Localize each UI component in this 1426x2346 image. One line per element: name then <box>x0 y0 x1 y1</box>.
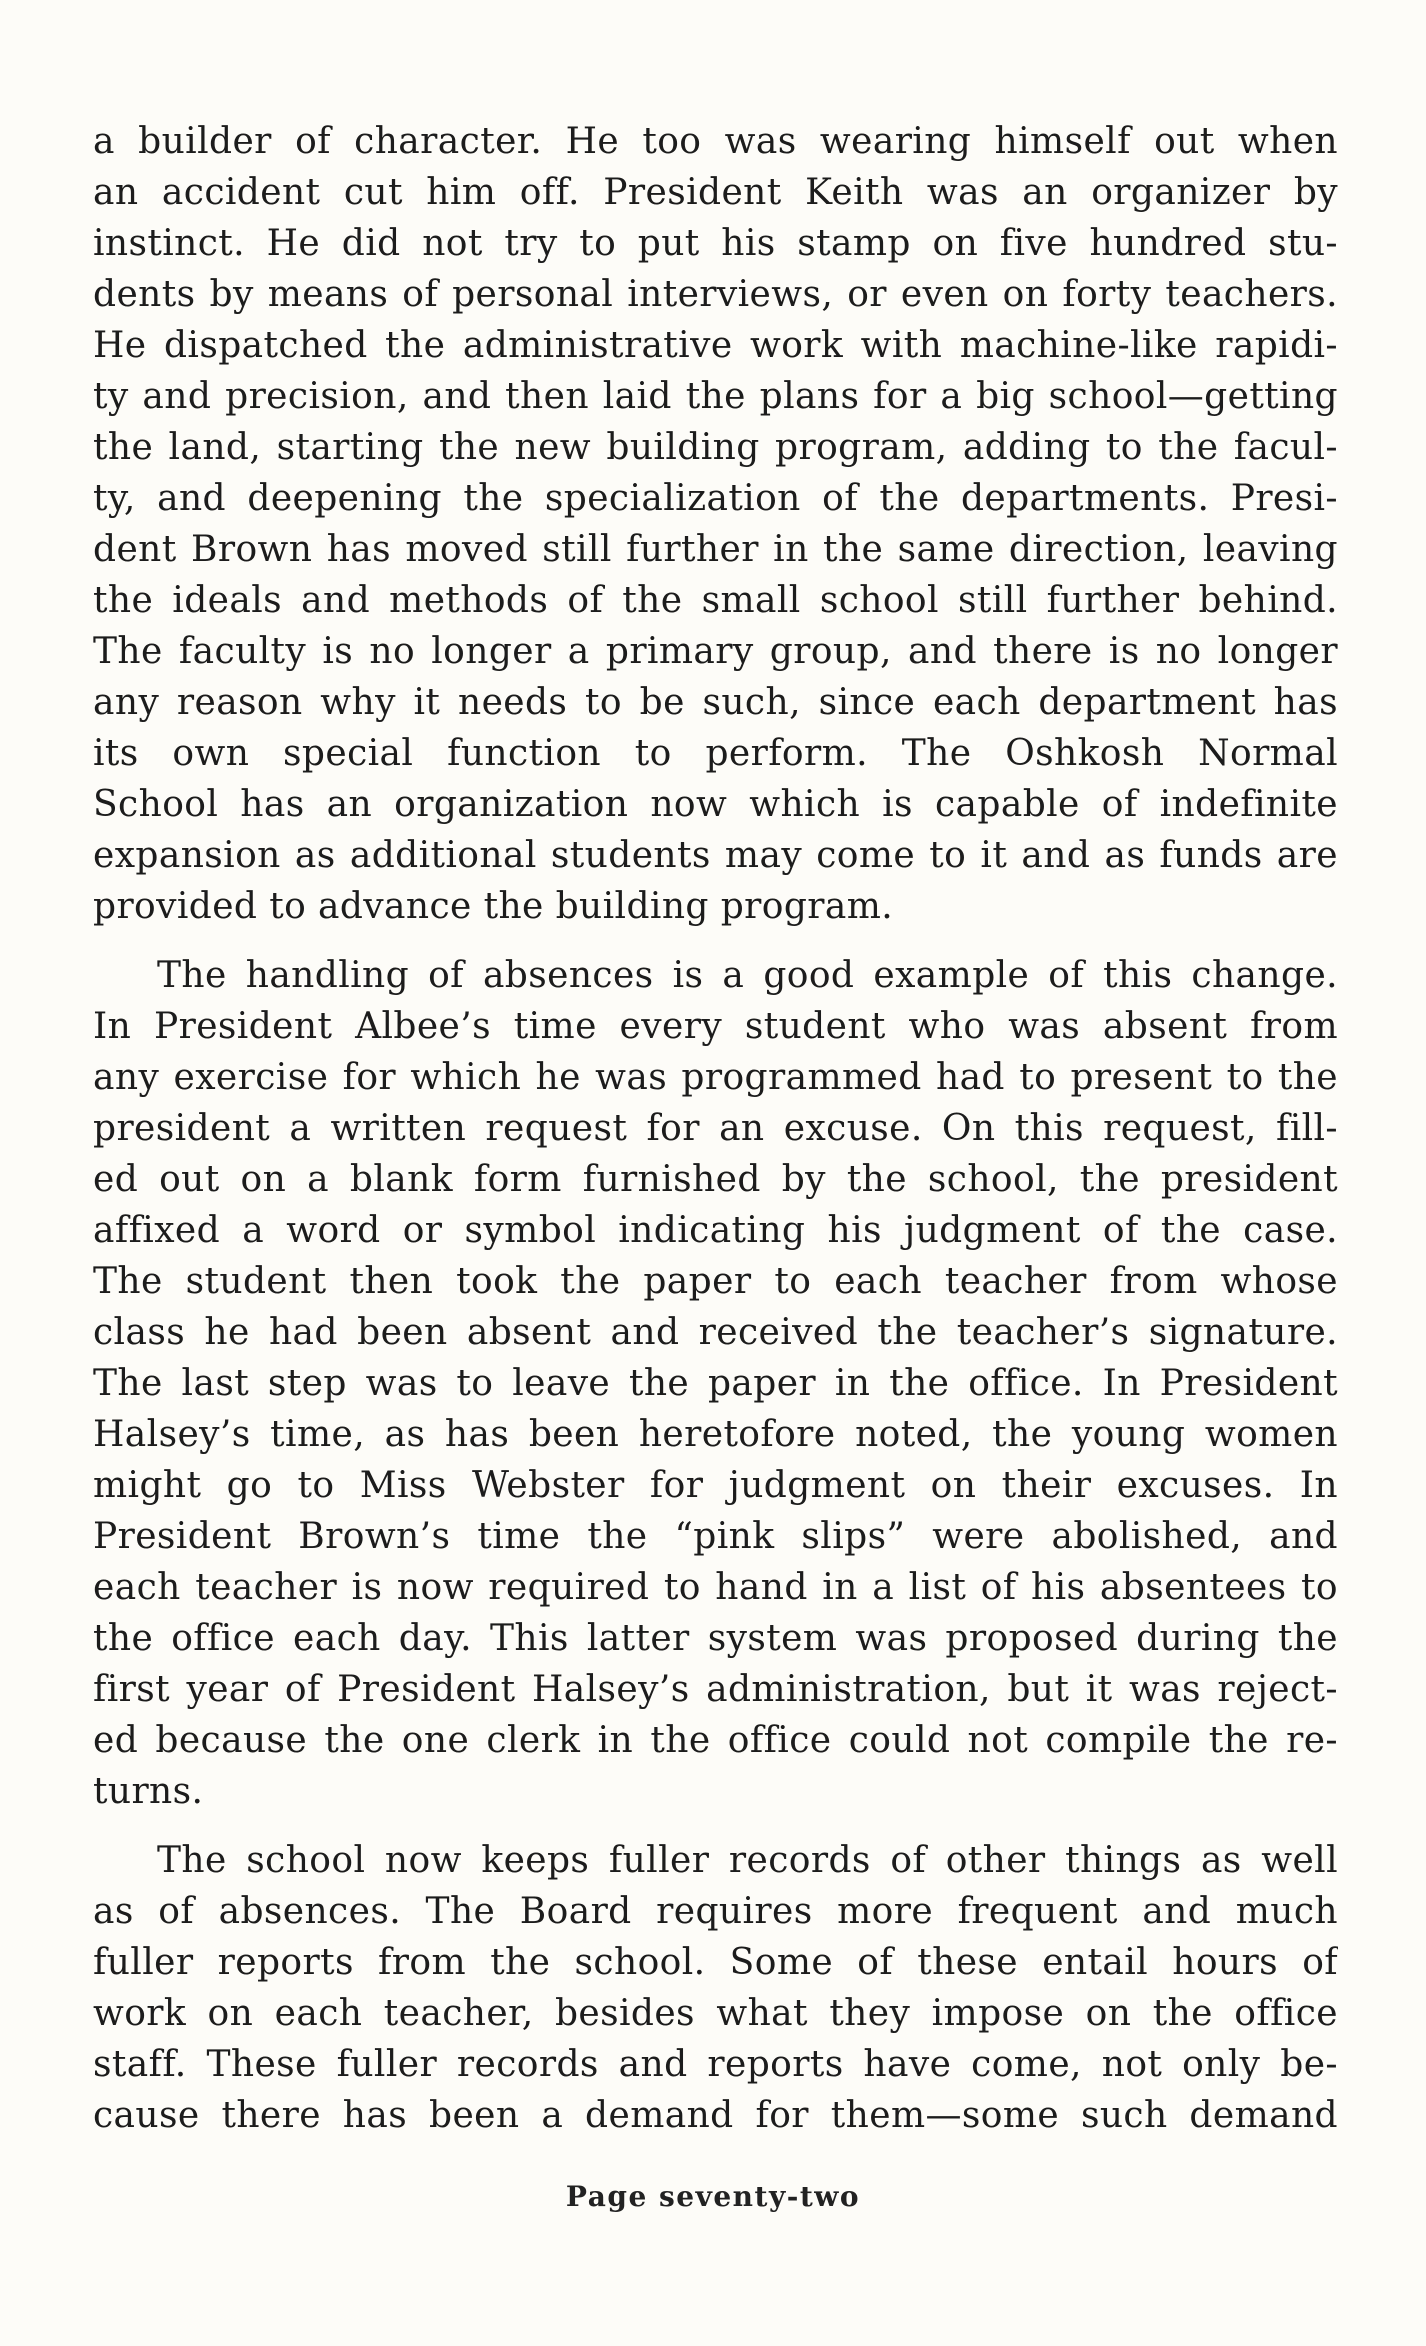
text-line: dents by means of personal interviews, or even on forty teachers. <box>93 274 1338 315</box>
text-line: The student then took the paper to each teacher from whose <box>93 1261 1338 1302</box>
text-line: fuller reports from the school. Some of these entail hours of <box>93 1942 1338 1983</box>
text-line: its own special function to perform. The Oshkosh Normal <box>93 733 1338 774</box>
text-line: In President Albee’s time every student who was absent from <box>93 1006 1338 1047</box>
text-line: any reason why it needs to be such, since each department has <box>93 682 1338 723</box>
text-line: ty, and deepening the specialization of the departments. Presi- <box>93 478 1338 519</box>
text-line: instinct. He did not try to put his stamp on five hundred stu- <box>93 223 1338 264</box>
text-line: an accident cut him off. President Keith was an organizer by <box>93 172 1338 213</box>
text-line: work on each teacher, besides what they impose on the office <box>93 1993 1338 2034</box>
text-line: School has an organization now which is capable of indefinite <box>93 784 1338 825</box>
text-line: class he had been absent and received the teacher’s signature. <box>93 1312 1338 1353</box>
text-line: expansion as additional students may come to it and as funds are <box>93 835 1338 876</box>
paragraph-1 <box>93 116 1338 932</box>
text-line: each teacher is now required to hand in a list of his absentees to <box>93 1567 1338 1608</box>
text-line: a builder of character. He too was wearing himself out when <box>93 121 1338 162</box>
text-line: the ideals and methods of the small school still further behind. <box>93 580 1338 621</box>
text-line: provided to advance the building program. <box>93 886 894 927</box>
body-text <box>93 116 1338 2159</box>
text-line: Halsey’s time, as has been heretofore noted, the young women <box>93 1414 1338 1455</box>
text-line: cause there has been a demand for them—some such demand <box>93 2095 1338 2136</box>
text-line: president a written request for an excuse. On this request, fill- <box>93 1108 1338 1149</box>
text-line: affixed a word or symbol indicating his judgment of the case. <box>93 1210 1338 1251</box>
text-line: The faculty is no longer a primary group, and there is no longer <box>93 631 1338 672</box>
text-line: President Brown’s time the “pink slips” were abolished, and <box>93 1516 1338 1557</box>
paragraph-3 <box>93 1835 1338 2141</box>
page-number: Page seventy-two <box>565 2180 861 2213</box>
text-line: the land, starting the new building program, adding to the facul- <box>93 427 1338 468</box>
text-line: ty and precision, and then laid the plans for a big school—getting <box>93 376 1338 417</box>
text-line: staff. These fuller records and reports have come, not only be- <box>93 2044 1338 2085</box>
text-line: as of absences. The Board requires more frequent and much <box>93 1891 1338 1932</box>
text-line: The handling of absences is a good example of this change. <box>157 955 1338 996</box>
text-line: might go to Miss Webster for judgment on their excuses. In <box>93 1465 1338 1506</box>
text-line: turns. <box>93 1771 204 1812</box>
text-line: dent Brown has moved still further in the same direction, leaving <box>93 529 1338 570</box>
paragraph-2 <box>93 950 1338 1817</box>
text-line: the office each day. This latter system was proposed during the <box>93 1618 1338 1659</box>
text-line: ed because the one clerk in the office could not compile the re- <box>93 1720 1338 1761</box>
text-line: The last step was to leave the paper in the office. In President <box>93 1363 1338 1404</box>
text-line: He dispatched the administrative work with machine-like rapidi- <box>93 325 1338 366</box>
text-line: first year of President Halsey’s administration, but it was reject- <box>93 1669 1338 1710</box>
text-line: The school now keeps fuller records of other things as well <box>157 1840 1338 1881</box>
text-line: any exercise for which he was programmed had to present to the <box>93 1057 1338 1098</box>
text-line: ed out on a blank form furnished by the school, the president <box>93 1159 1338 1200</box>
